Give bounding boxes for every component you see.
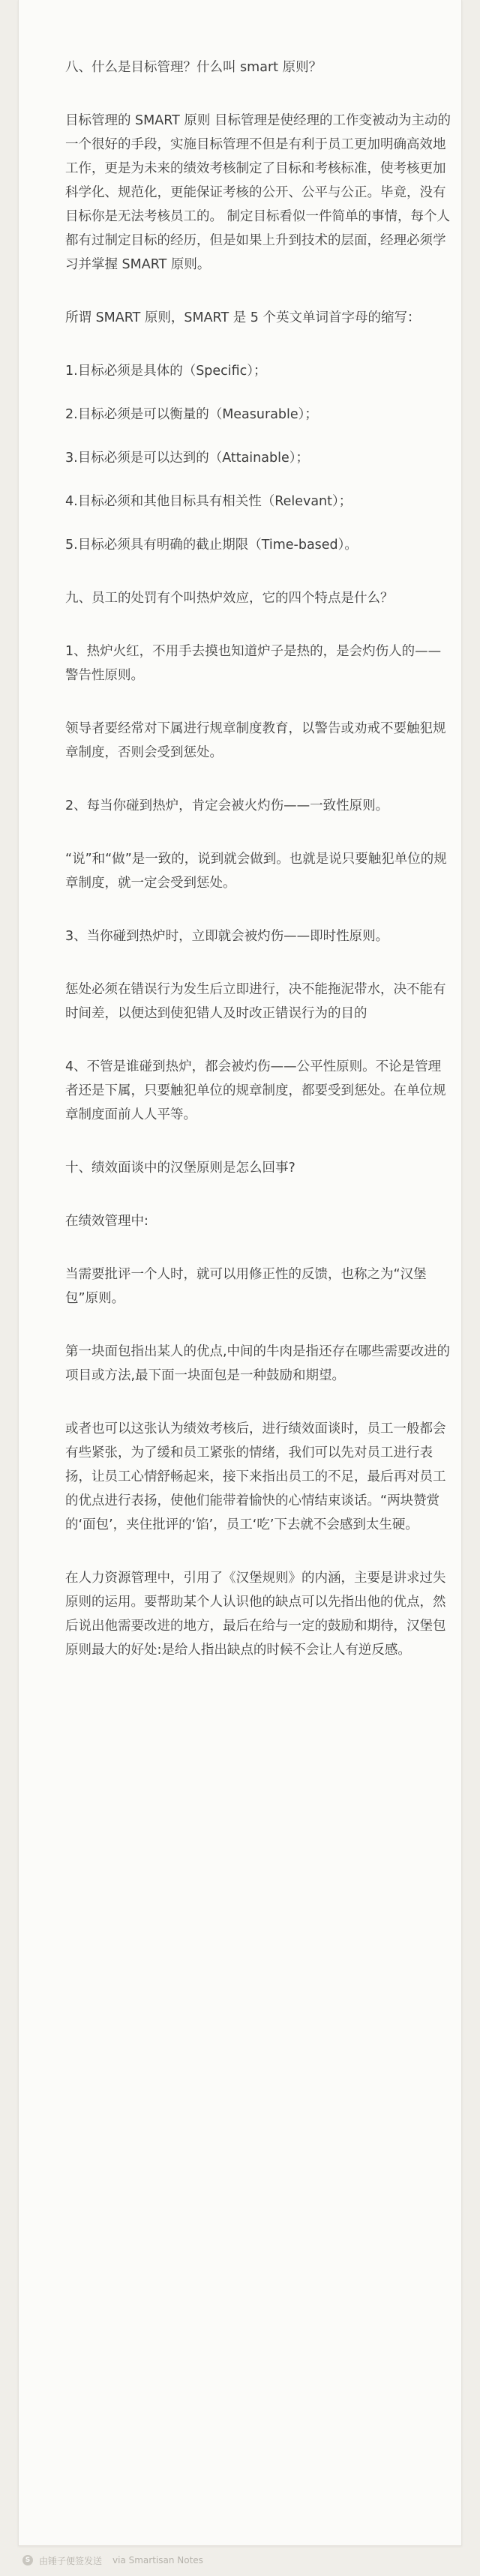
share-footer [22, 2552, 203, 2569]
paragraph-fairness-principle: 4、不管是谁碰到热炉，都会被灼伤——公平性原则。不论是管理者还是下属，只要触犯单位的规章制度，都要受到惩处。在单位规章制度面前人人平等。 [65, 1059, 446, 1122]
paragraph-corrective-feedback: 当需要批评一个人时，就可以用修正性的反馈，也称之为“汉堡包”原则。 [65, 1267, 427, 1306]
list-item-specific: 1.目标必须是具体的（Specific）； [65, 364, 267, 379]
paragraph-interview-process: 或者也可以这张认为绩效考核后，进行绩效面谈时，员工一般都会有些紧张，为了缓和员工紧张的情绪，我们可以先对员工进行表扬，让员工心情舒畅起来，接下来指出员工的不足，最后再对员工的优点进行表扬，使他们能带着愉快的心情结束谈话。“两块赞赏的‘面包’，夹住批评的‘馅’，员工‘吃’下去就不会感到太生硬。 [65, 1421, 446, 1532]
paragraph-smart-definition: 所谓 SMART 原则，SMART 是 5 个英文单词首字母的缩写： [65, 310, 421, 325]
list-item-relevant: 4.目标必须和其他目标具有相关性（Relevant）； [65, 494, 352, 509]
paragraph-immediacy-detail: 惩处必须在错误行为发生后立即进行，决不能拖泥带水，决不能有时间差，以便达到使犯错人及时改正错误行为的目的 [65, 982, 446, 1021]
paragraph-hr-application: 在人力资源管理中，引用了《汉堡规则》的内涵，主要是讲求过失原则的运用。要帮助某个人认识他的缺点可以先指出他的优点，然后说出他需要改进的地方，最后在给与一定的鼓励和期待，汉堡包原则最大的好处:是给人指出缺点的时候不会让人有逆反感。 [65, 1571, 446, 1658]
smartisan-logo-icon: S [22, 2555, 33, 2566]
note-content [65, 55, 454, 1662]
paragraph-consistency-detail: “说”和“做”是一致的，说到就会做到。也就是说只要触犯单位的规章制度，就一定会受到惩处。 [65, 852, 447, 891]
list-item-measurable: 2.目标必须是可以衡量的（Measurable）； [65, 407, 318, 422]
paragraph-performance-management: 在绩效管理中: [65, 1214, 148, 1229]
paragraph-bread-beef: 第一块面包指出某人的优点,中间的牛肉是指还存在哪些需要改进的项目或方法,最下面一块面包是一种鼓励和期望。 [65, 1344, 451, 1383]
list-item-attainable: 3.目标必须是可以达到的（Attainable）； [65, 451, 309, 466]
note-card [18, 0, 462, 2546]
heading-hot-stove: 九、员工的处罚有个叫热炉效应，它的四个特点是什么？ [65, 591, 394, 606]
paragraph-smart-intro: 目标管理的 SMART 原则 目标管理是使经理的工作变被动为主动的一个很好的手段，实施目标管理不但是有利于员工更加明确高效地工作，更是为未来的绩效考核制定了目标和考核标准，使考核更加科学化、规范化，更能保证考核的公开、公平与公正。毕竟，没有目标你是无法考核员工的。 制定目标看似一件简单的事情，每个人都有过制定目标的经历，但是如果上升到技术的层面，经理必须学习并掌握 SMART 原则。 [65, 113, 451, 272]
paragraph-warning-principle: 1、热炉火红，不用手去摸也知道炉子是热的，是会灼伤人的——警告性原则。 [65, 644, 442, 683]
via-text: via Smartisan Notes [112, 2555, 203, 2566]
list-item-time-based: 5.目标必须具有明确的截止期限（Time-based）。 [65, 538, 358, 553]
paragraph-immediacy-principle: 3、当你碰到热炉时，立即就会被灼伤——即时性原则。 [65, 929, 389, 944]
heading-hamburger: 十、绩效面谈中的汉堡原则是怎么回事? [65, 1161, 296, 1176]
share-text: 由锤子便签发送 [39, 2555, 103, 2566]
paragraph-warning-detail: 领导者要经常对下属进行规章制度教育，以警告或劝戒不要触犯规章制度，否则会受到惩处。 [65, 721, 446, 760]
heading-smart: 八、什么是目标管理？什么叫 smart 原则？ [65, 60, 322, 75]
paragraph-consistency-principle: 2、每当你碰到热炉，肯定会被火灼伤——一致性原则。 [65, 798, 389, 813]
